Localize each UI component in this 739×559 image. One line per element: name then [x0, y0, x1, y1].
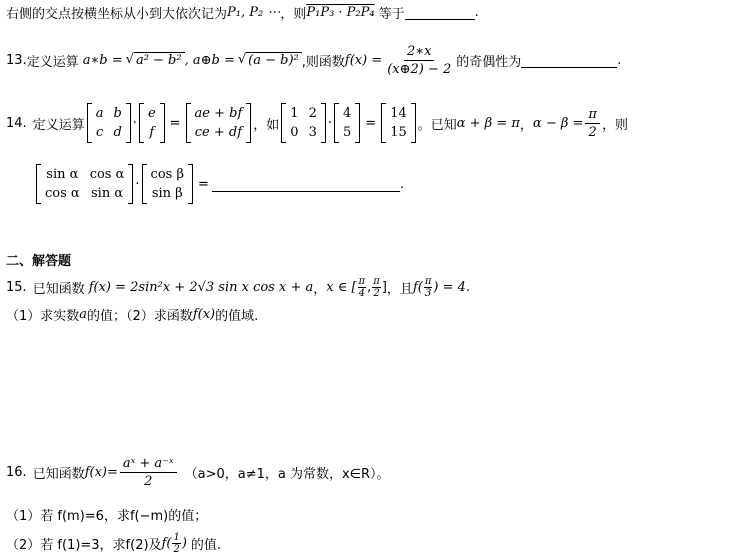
q16-lead: 已知函数	[32, 466, 85, 482]
q14-vector-example: 4 5	[334, 103, 360, 143]
q15-number: 15.	[6, 279, 27, 295]
q14-trig-matrix: sin α cos α cos α sin α	[36, 164, 133, 204]
q16-part2-lead: （2）若 f(1)=3，求f(2)及	[6, 537, 162, 553]
q14-number: 14.	[6, 115, 27, 131]
q14-then: ，则	[601, 117, 628, 133]
intro-text: 右侧的交点按横坐标从小到大依次记为	[6, 6, 228, 22]
q15-lead: 已知函数	[32, 281, 85, 297]
question-16-part2: （2）若 f(1)=3，求f(2)及 f( $\frac{1}{2}$ ) 的值.	[6, 531, 222, 555]
question-15-subparts: （1）求实数 a 的值；（2）求函数 f(x) 的值域.	[6, 306, 259, 324]
q13-mid: ,则函数	[301, 54, 345, 70]
q15-sub-end: 的值域.	[215, 308, 259, 324]
question-16-part1	[6, 504, 207, 524]
q13-def2: , a⊕b =	[184, 52, 235, 68]
q14-pi-half: $\frac{\pi}{2}$	[585, 106, 600, 141]
intro-mid: ，则	[280, 6, 307, 22]
q15-sub-1: （1）求实数	[6, 308, 80, 324]
q14-vector-ef: e f	[139, 103, 165, 143]
intro-line: 右侧的交点按横坐标从小到大依次记为 P₁, P₂ ⋯ ，则 P₁P₃ · P₂P₄ 等于 .	[6, 4, 479, 22]
question-14: 14. 定义运算 a b c d · e f = ae + bf ce + df ，如 1 2 0 3 · 4 5 = 14 15 。已知 α + β = π ， α − β = $\frac{\pi}{2}$ ，则	[6, 100, 628, 146]
q14-matrix-example: 1 2 0 3	[281, 103, 326, 143]
q13-sqrt2: √ (a − b)²	[238, 52, 302, 68]
points-label: P₁, P₂ ⋯	[227, 4, 281, 20]
q13-def1: a∗b =	[82, 52, 123, 68]
vector-product: P₁P₃ · P₂P₄	[306, 4, 375, 20]
q14-matrix-abcd: a b c d	[87, 103, 131, 143]
answer-blank-top[interactable]	[405, 5, 475, 20]
q15-domain: x ∈ [	[326, 279, 357, 295]
q14-lead: 定义运算	[32, 117, 85, 133]
q14-cond2: α − β =	[532, 115, 584, 131]
q13-fx: f(x) =	[344, 52, 383, 68]
q13-number: 13.	[6, 52, 27, 68]
q14-cond1: α + β = π	[456, 115, 520, 131]
q15-sub-2: 的值；（2）求函数	[87, 308, 193, 324]
q15-pi-4: $\frac{\pi}{4}$	[358, 275, 366, 299]
q15-pi-2: $\frac{\pi}{2}$	[373, 275, 380, 299]
question-14-expression: sin α cos α cos α sin α · cos β sin β = .	[34, 160, 404, 208]
q16-condition: （a>0，a≠1，a 为常数，x∈R）。	[184, 466, 390, 482]
q16-part2-suffix: 的值.	[190, 537, 222, 553]
q15-cond-lead: ，且	[386, 281, 413, 297]
q14-trig-vector: cos β sin β	[142, 164, 193, 204]
q15-function: f(x) = 2sin²x + 2√3 sin x cos x + a	[88, 279, 314, 295]
q14-cond-lead: 。已知	[417, 117, 457, 133]
q16-function: f(x)=	[84, 464, 118, 480]
question-13: 13. 定义运算 a∗b = √ a² − b² , a⊕b = √ (a − b)² ,则函数 f(x) = $\frac{2∗x}{(x\oplus 2) - 2}$ 的奇偶性为 .	[6, 43, 622, 77]
question-15: 15. 已知函数 f(x) = 2sin²x + 2√3 sin x cos x + a ， x ∈ [ $\frac{\pi}{4}$ , $\frac{\pi}{2}$ ] ，且 f( $\frac{\pi}{3}$ ) = 4 .	[6, 275, 471, 299]
q13-suffix: 的奇偶性为	[456, 54, 522, 70]
question-16	[6, 450, 390, 494]
q13-sqrt1: √ a² − b²	[126, 52, 185, 68]
q14-result-def: ae + bf ce + df	[186, 103, 252, 143]
q16-fraction: $\frac{\text{aˣ + a⁻ˣ}}{2}$	[120, 455, 177, 490]
q13-lead: 定义运算	[26, 54, 79, 70]
intro-suffix: 等于	[378, 6, 405, 22]
q16-part1: （1）若 f(m)=6，求f(−m)的值；	[6, 508, 208, 524]
q14-result-example: 14 15	[381, 103, 416, 143]
section-heading: 二、解答题	[6, 254, 72, 269]
answer-blank-14[interactable]	[212, 177, 400, 192]
q16-number: 16.	[6, 464, 27, 480]
q15-pi-3: $\frac{\pi}{3}$	[424, 275, 432, 299]
q13-fraction: $\frac{2∗x}{(x\oplus 2) - 2}$	[387, 43, 452, 77]
answer-blank-13[interactable]	[521, 53, 617, 68]
q16-half: $\frac{1}{2}$	[173, 531, 180, 555]
q14-example-lead: ，如	[253, 117, 280, 133]
